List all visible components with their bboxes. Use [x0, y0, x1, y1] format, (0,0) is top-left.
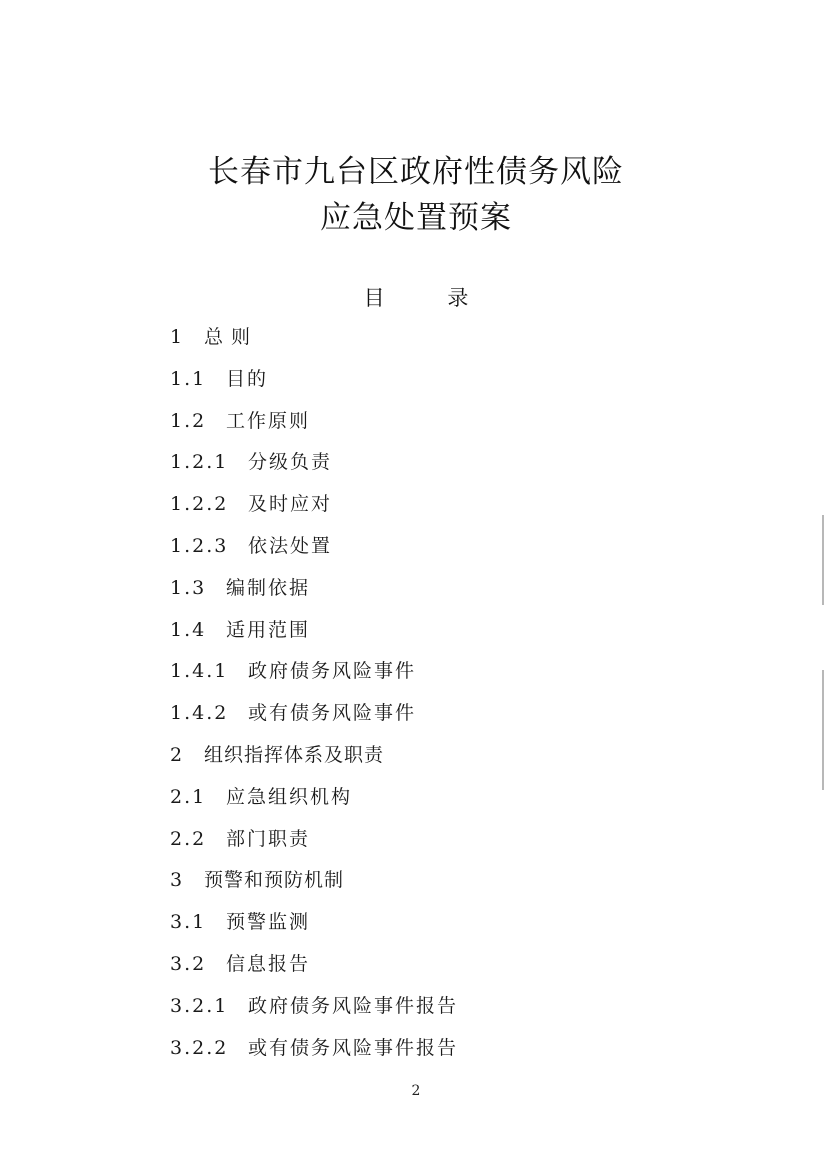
toc-entry [170, 447, 770, 489]
toc-entry [170, 824, 770, 866]
toc-entry-number: 3.2 [170, 952, 207, 975]
toc-entry-number: 1.2.3 [170, 534, 229, 557]
toc-entry-label: 或有债务风险事件 [248, 702, 417, 725]
scan-edge-mark [822, 515, 824, 605]
toc-entry [170, 949, 770, 991]
page-number: 2 [411, 1083, 421, 1099]
toc-entry [170, 991, 770, 1033]
toc-entry-number: 1.2.2 [170, 493, 229, 516]
toc-entry-number: 1.2.1 [170, 451, 229, 474]
toc-entry-number: 3.2.2 [170, 1036, 229, 1059]
table-of-contents [170, 322, 770, 1074]
scan-edge-mark [822, 670, 824, 790]
toc-entry [170, 573, 770, 615]
toc-entry-number: 1.2 [170, 409, 207, 432]
toc-entry-label: 政府债务风险事件报告 [248, 994, 459, 1017]
toc-entry-label: 工作原则 [226, 409, 311, 432]
toc-entry-number: 2.1 [170, 785, 207, 808]
toc-entry [170, 322, 770, 364]
toc-entry-label: 部门职责 [226, 827, 311, 850]
toc-entry-label: 预警监测 [226, 911, 311, 934]
toc-entry-number: 1.4.2 [170, 702, 229, 725]
toc-entry-label: 政府债务风险事件 [248, 660, 417, 683]
toc-entry [170, 406, 770, 448]
toc-entry-label: 预警和预防机制 [204, 869, 345, 892]
toc-entry [170, 782, 770, 824]
toc-entry-label: 及时应对 [248, 493, 333, 516]
toc-entry-label: 应急组织机构 [226, 785, 353, 808]
toc-entry-label: 依法处置 [248, 534, 333, 557]
toc-entry-label: 编制依据 [226, 576, 311, 599]
toc-entry-number: 1.4.1 [170, 660, 229, 683]
toc-entry [170, 489, 770, 531]
toc-entry-number: 3.2.1 [170, 994, 229, 1017]
toc-entry [170, 865, 770, 907]
toc-entry [170, 740, 770, 782]
toc-entry-label: 总 则 [204, 326, 252, 348]
toc-entry [170, 531, 770, 573]
toc-entry-label: 分级负责 [248, 451, 333, 474]
toc-entry-number: 1.4 [170, 618, 207, 641]
toc-heading: 目 录 [363, 286, 497, 310]
toc-entry-label: 信息报告 [226, 952, 311, 975]
toc-entry-number: 1.3 [170, 576, 207, 599]
toc-entry-label: 组织指挥体系及职责 [204, 743, 385, 766]
toc-entry-number: 2 [170, 743, 184, 766]
toc-entry-number: 1 [170, 326, 184, 348]
toc-entry-label: 目的 [226, 367, 269, 390]
toc-entry-number: 1.1 [170, 367, 207, 390]
toc-entry [170, 364, 770, 406]
toc-entry-label: 或有债务风险事件报告 [248, 1036, 459, 1059]
toc-entry [170, 698, 770, 740]
toc-entry-label: 适用范围 [226, 618, 311, 641]
toc-entry-number: 3.1 [170, 911, 207, 934]
toc-entry [170, 615, 770, 657]
toc-entry-number: 3 [170, 869, 184, 892]
toc-entry [170, 1033, 770, 1075]
document-title-line-2: 应急处置预案 [320, 200, 512, 236]
document-title-line-1: 长春市九台区政府性债务风险 [208, 154, 624, 190]
toc-entry [170, 656, 770, 698]
toc-entry [170, 907, 770, 949]
toc-entry-number: 2.2 [170, 827, 207, 850]
